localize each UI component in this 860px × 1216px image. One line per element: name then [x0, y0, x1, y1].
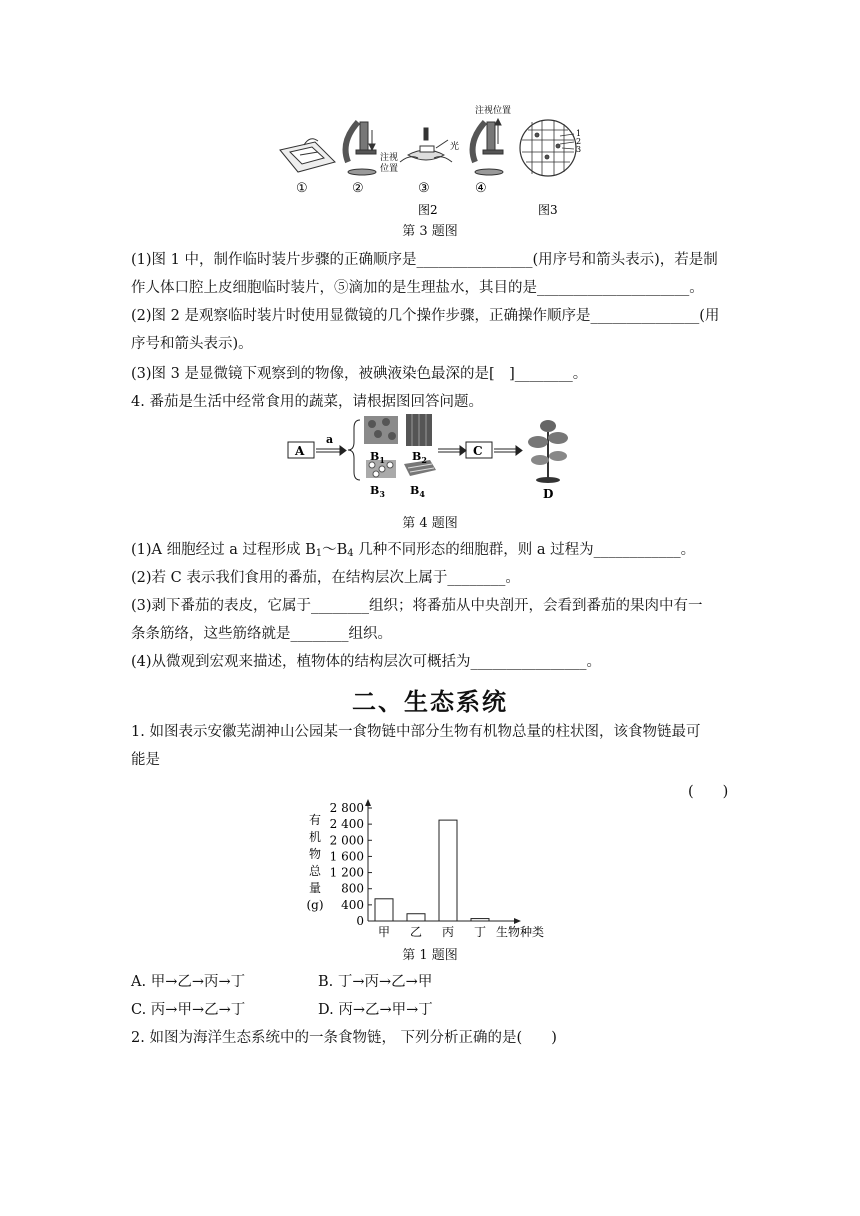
q4-part3-line2: 条条筋络，这些筋络就是________组织。	[131, 626, 392, 642]
fig-label-B1: $B_1$	[370, 450, 385, 465]
arrow-b-c	[438, 446, 466, 455]
q3-part2-line2: 序号和箭头表示)。	[131, 336, 253, 352]
x-tick-label: 甲	[377, 925, 391, 939]
x-tick-label: 丙	[441, 925, 455, 939]
q4-part1: (1)A 细胞经过 a 过程形成 $B_1\sim B_4$ 几种不同形态的细胞群，则 a 过程为____________。	[131, 542, 696, 559]
y-tick-label: 2 800	[329, 801, 364, 815]
y-tick-label: 2 000	[329, 833, 364, 848]
q4-part2: (2)若 C 表示我们食用的番茄，在结构层次上属于________。	[131, 570, 520, 586]
y-tick-label: 1 200	[329, 865, 364, 880]
q3-part1-line2: 作人体口腔上皮细胞临时装片，⑤滴加的是生理盐水，其目的是_____________________。	[131, 280, 704, 296]
s2-q1-line1: 1. 如图表示安徽芜湖神山公园某一食物链中部分生物有机物总量的柱状图，该食物链最可	[131, 724, 701, 740]
fig-label-a: a	[326, 433, 334, 446]
step2-microscope	[346, 122, 376, 175]
q4-part4: (4)从微观到宏观来描述，植物体的结构层次可概括为________________。	[131, 654, 602, 670]
s2-q1-line2: 能是	[131, 752, 160, 768]
x-axis-arrow	[514, 918, 521, 924]
y-axis-arrow	[365, 799, 371, 806]
arrow-c-d	[494, 446, 522, 455]
fig-label-B3: $B_3$	[370, 484, 385, 499]
option-c[interactable]: C. 丙→甲→乙→丁	[131, 1002, 246, 1018]
y-tick-label: 1 600	[329, 849, 364, 864]
y-tick-label: 800	[341, 881, 364, 896]
weizhi-label-side: 位置	[380, 164, 399, 174]
x-tick-label: 丁	[473, 925, 487, 939]
option-a[interactable]: A. 甲→乙→丙→丁	[131, 974, 246, 990]
cell-num-1: 1	[576, 129, 582, 138]
q3-figure-caption: 第 3 题图	[402, 224, 458, 239]
tissue-b2	[406, 414, 432, 446]
tissue-b1	[364, 416, 398, 444]
step-num-2: ②	[352, 181, 364, 196]
x-axis-label: 生物种类	[496, 925, 545, 939]
cell-num-2: 2	[576, 137, 582, 146]
fig2-caption: 图2	[418, 203, 438, 217]
s2-q1-caption: 第 1 题图	[402, 948, 458, 963]
bar-甲	[375, 899, 393, 921]
q4-figure-caption: 第 4 题图	[402, 516, 458, 531]
step1-drawing	[280, 139, 335, 172]
answer-bracket: ( )	[688, 784, 729, 800]
bar-乙	[407, 914, 425, 921]
step-num-4: ④	[475, 181, 487, 196]
option-d[interactable]: D. 丙→乙→甲→丁	[318, 1002, 433, 1018]
cells-view	[520, 120, 576, 176]
y-tick-label: 400	[341, 897, 364, 912]
step-num-3: ③	[418, 181, 430, 196]
zhushi-label-side: 注视	[380, 153, 399, 163]
option-b[interactable]: B. 丁→丙→乙→甲	[318, 974, 433, 990]
q3-part2-line1: (2)图 2 是观察临时装片时使用显微镜的几个操作步骤，正确操作顺序是_______________(用	[131, 308, 720, 324]
fig-label-C: C	[473, 444, 483, 458]
q4-part3-line1: (3)剥下番茄的表皮，它属于________组织；将番茄从中央剖开，会看到番茄的果肉中有一	[131, 598, 703, 614]
organic-matter-bar-chart	[300, 796, 570, 942]
x-tick-label: 乙	[409, 925, 423, 939]
fig-label-B2: $B_2$	[412, 450, 427, 465]
step4-microscope	[473, 119, 503, 175]
figure-2-3	[260, 100, 600, 220]
y-axis-label-char: (g)	[306, 898, 324, 912]
y-axis-label-char: 物	[308, 847, 322, 861]
s2-q2: 2. 如图为海洋生态系统中的一条食物链， 下列分析正确的是( )	[131, 1030, 557, 1046]
step3-drawing	[400, 128, 452, 162]
guang-label: 光	[450, 142, 460, 152]
tomato-plant	[528, 420, 568, 483]
y-tick-label: 2 400	[329, 817, 364, 832]
bar-丁	[471, 919, 489, 921]
y-axis-label-char: 机	[308, 830, 322, 844]
q3-part1-line1: (1)图 1 中，制作临时装片步骤的正确顺序是________________(用序号和箭头表示)，若是制	[131, 252, 718, 268]
fig-label-A: A	[295, 444, 305, 458]
zhushi-label-top: 注视位置	[475, 106, 512, 116]
y-axis-label-char: 有	[308, 813, 322, 827]
step-num-1: ①	[296, 181, 308, 196]
arrow-a	[316, 446, 346, 455]
cell-num-3: 3	[576, 145, 582, 154]
brace	[348, 420, 360, 480]
y-tick-label: 0	[356, 914, 364, 928]
fig-label-D: D	[543, 487, 554, 501]
section2-title: 二、生态系统	[352, 688, 508, 716]
fig-label-B4: $B_4$	[410, 484, 425, 499]
fig3-caption: 图3	[538, 203, 558, 217]
y-axis-label-char: 总	[308, 864, 322, 878]
bar-丙	[439, 820, 457, 921]
q4-intro: 4. 番茄是生活中经常食用的蔬菜，请根据图回答问题。	[131, 394, 483, 410]
q3-part3: (3)图 3 是显微镜下观察到的物像，被碘液染色最深的是[ ]________。	[131, 366, 588, 382]
y-axis-label-char: 量	[308, 881, 322, 895]
tomato-figure	[282, 412, 582, 504]
